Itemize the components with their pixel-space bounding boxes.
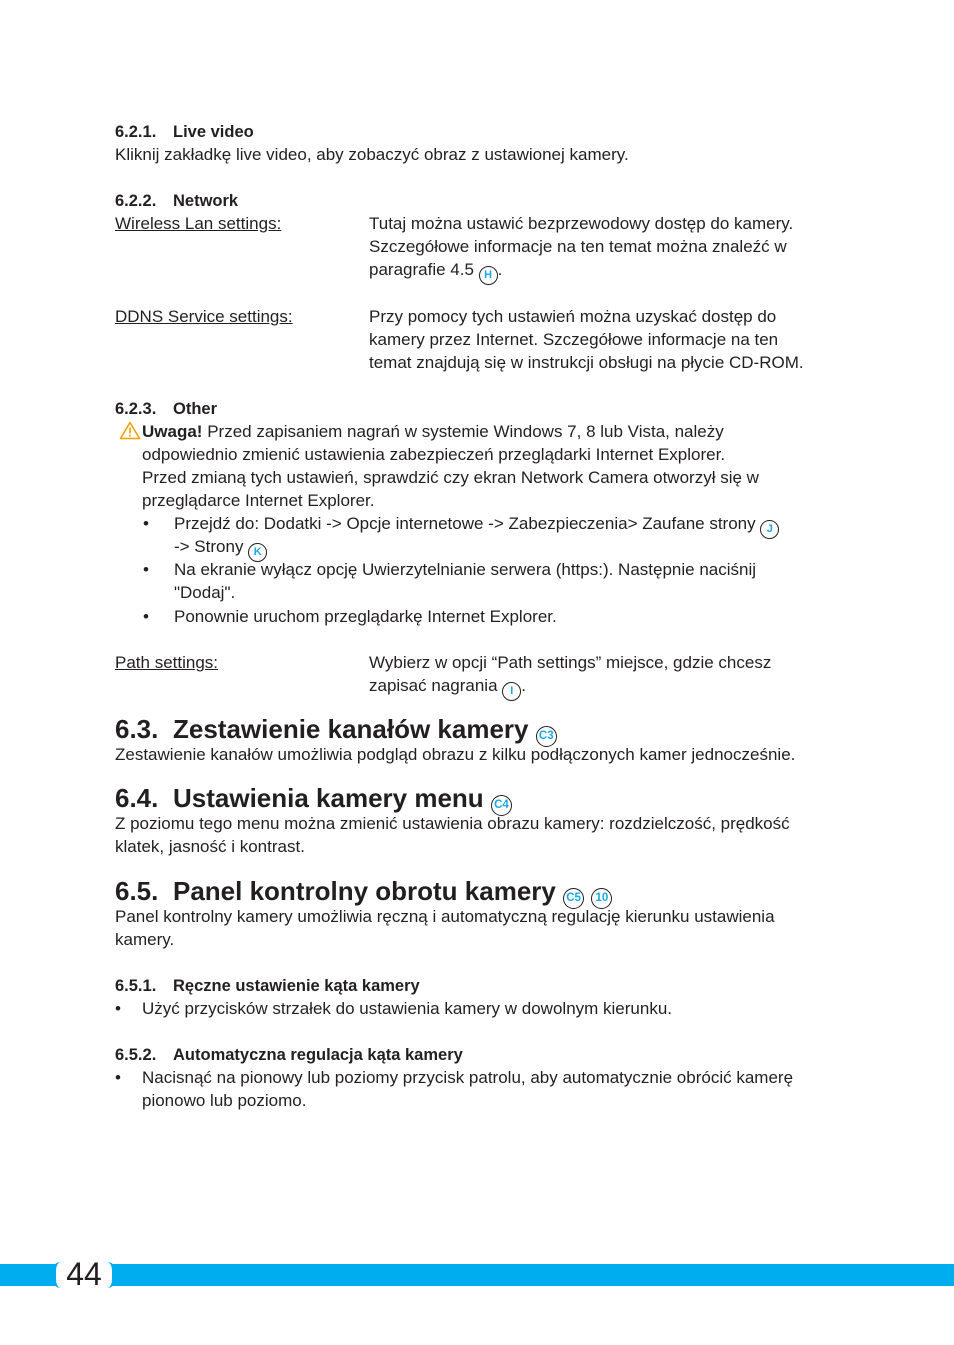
bullet-2-line-2: "Dodaj". (174, 583, 236, 602)
warning-icon (119, 421, 141, 440)
heading-6-2-1 (115, 121, 254, 143)
heading-6-2-3 (115, 398, 217, 420)
section-title: Live video (173, 123, 254, 141)
wireless-lan-line-2: Szczegółowe informacje na ten temat można znaleźć w (369, 237, 787, 256)
section-title: Zestawienie kanałów kamery (173, 714, 529, 744)
auto-angle-line-1: Nacisnąć na pionowy lub poziomy przycisk patrolu, aby automatycznie obrócić kamerę (142, 1068, 794, 1087)
section-number: 6.4. (115, 783, 159, 813)
section-number: 6.5.1. (115, 977, 157, 995)
path-settings-line-2: zapisać nagrania I . (369, 674, 526, 701)
path-settings-text: zapisać nagrania (369, 676, 498, 695)
heading-6-5-1 (115, 975, 420, 997)
reference-marker-c3: C3 (536, 726, 557, 747)
reference-marker-h: H (479, 266, 498, 285)
ddns-line-2: kamery przez Internet. Szczegółowe informacje na ten (369, 330, 779, 349)
ddns-label: DDNS Service settings: (115, 307, 293, 326)
section-number: 6.2.1. (115, 123, 157, 141)
reference-marker-10: 10 (591, 888, 612, 909)
section-title: Ręczne ustawienie kąta kamery (173, 977, 420, 995)
warning-line-2: odpowiednio zmienić ustawienia zabezpieczeń przeglądarki Internet Explorer. (142, 445, 726, 464)
bullet-text: Przejdź do: Dodatki -> Opcje internetowe -> Zabezpieczenia> Zaufane strony (174, 514, 756, 533)
section-number: 6.2.3. (115, 400, 157, 418)
section-title: Panel kontrolny obrotu kamery (173, 876, 556, 906)
menu-text-line-1: Z poziomu tego menu można zmienić ustawienia obrazu kamery: rozdzielczość, prędkość (115, 814, 790, 833)
footer-bar-right (110, 1264, 954, 1286)
section-number: 6.2.2. (115, 192, 157, 210)
auto-angle-line-2: pionowo lub poziomo. (142, 1091, 307, 1110)
bullet-3: Ponownie uruchom przeglądarkę Internet Explorer. (174, 607, 557, 626)
warning-text: Przed zapisaniem nagrań w systemie Windows 7, 8 lub Vista, należy (202, 422, 724, 441)
wireless-lan-label: Wireless Lan settings: (115, 214, 282, 233)
section-title: Network (173, 192, 239, 210)
manual-angle-bullet: Użyć przycisków strzałek do ustawienia kamery w dowolnym kierunku. (142, 999, 673, 1018)
bullet-marker: • (143, 514, 149, 533)
pan-panel-line-2: kamery. (115, 930, 175, 949)
live-video-text: Kliknij zakładkę live video, aby zobaczyć obraz z ustawionej kamery. (115, 145, 629, 164)
reference-marker-i: I (502, 682, 521, 701)
wireless-lan-line-3: paragrafie 4.5 H . (369, 258, 502, 285)
heading-6-3 (115, 713, 557, 747)
section-number: 6.3. (115, 714, 159, 744)
heading-6-2-2 (115, 190, 238, 212)
bullet-marker: • (143, 560, 149, 579)
reference-marker-k: K (248, 543, 267, 562)
bullet-marker: • (115, 999, 121, 1018)
page-number: 44 (66, 1256, 102, 1292)
heading-6-5 (115, 875, 612, 909)
heading-6-4 (115, 782, 512, 816)
ddns-line-1: Przy pomocy tych ustawień można uzyskać dostęp do (369, 307, 777, 326)
reference-marker-c4: C4 (491, 795, 512, 816)
reference-marker-j: J (760, 520, 779, 539)
ddns-line-3: temat znajdują się w instrukcji obsługi na płycie CD-ROM. (369, 353, 804, 372)
section-number: 6.5. (115, 876, 159, 906)
bullet-2-line-1: Na ekranie wyłącz opcję Uwierzytelnianie serwera (https:). Następnie naciśnij (174, 560, 757, 579)
warning-line-3: Przed zmianą tych ustawień, sprawdzić czy ekran Network Camera otworzył się w (142, 468, 759, 487)
section-title: Other (173, 400, 218, 418)
section-title: Ustawienia kamery menu (173, 783, 484, 813)
bullet-marker: • (115, 1068, 121, 1087)
section-title: Automatyczna regulacja kąta kamery (173, 1046, 463, 1064)
warning-line-4: przeglądarce Internet Explorer. (142, 491, 375, 510)
section-number: 6.5.2. (115, 1046, 157, 1064)
channels-text: Zestawienie kanałów umożliwia podgląd obrazu z kilku podłączonych kamer jednocześnie. (115, 745, 796, 764)
heading-6-5-2 (115, 1044, 463, 1066)
bullet-text: -> Strony (174, 537, 244, 556)
warning-label: Uwaga! (142, 422, 203, 441)
wireless-lan-text: paragrafie 4.5 (369, 260, 474, 279)
path-settings-line-1: Wybierz w opcji “Path settings” miejsce, gdzie chcesz (369, 653, 772, 672)
footer-bar-left (0, 1264, 60, 1286)
menu-text-line-2: klatek, jasność i kontrast. (115, 837, 305, 856)
wireless-lan-line-1: Tutaj można ustawić bezprzewodowy dostęp do kamery. (369, 214, 794, 233)
reference-marker-c5: C5 (563, 888, 584, 909)
warning-line-1 (142, 420, 724, 443)
bullet-marker: • (143, 607, 149, 626)
path-settings-label: Path settings: (115, 653, 219, 672)
pan-panel-line-1: Panel kontrolny kamery umożliwia ręczną i automatyczną regulację kierunku ustawienia (115, 907, 775, 926)
